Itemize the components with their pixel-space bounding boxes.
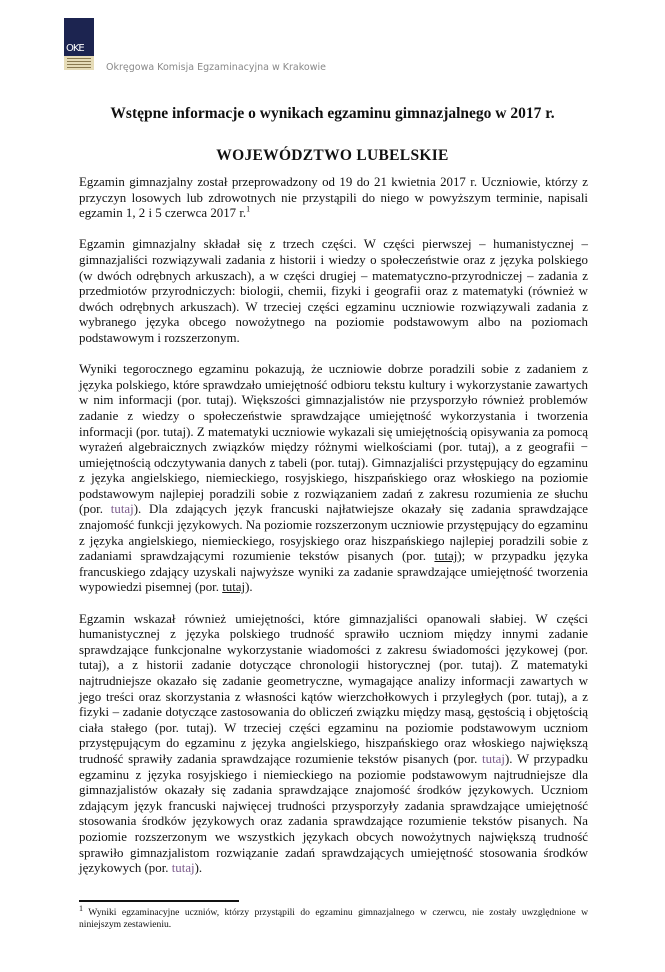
- paragraph-text: ). Dla zdających język francuski najłatwiejsze okazały się zadania sprawdzające znajomość funkcji językowych. Na poziomie rozszerzonym uczniowie przystępujący do egzaminu z języka angielskiego, niemieckiego, rosyjskiego oraz hiszpańskiego najlepiej poradzili sobie z zadaniami sprawdzającymi rozumienie tekstów pisanych (por.: [79, 502, 588, 564]
- organization-name: Okręgowa Komisja Egzaminacyjna w Krakowie: [106, 62, 326, 73]
- paragraph-text: Egzamin wskazał również umiejętności, które gimnazjaliści opanowali słabiej. W części humanistycznej z języka polskiego trudność sprawiło uczniom między innymi zadanie sprawdzające funkcjonalne wykorzystanie wiadomości z zakresu świadomości językowej (por. tutaj), a z historii zadanie dotyczące chronologii historycznej (por. tutaj). Z matematyki najtrudniejsze okazało się zadanie geometryczne, wymagające analizy informacji zawartych w jego treści oraz skorzystania z własności kątów wierzchołkowych i przyległych (por. tutaj), a z fizyki – zadanie dotyczące zastosowania do obliczeń związku między masą, gęstością i objętością ciała stałego (por. tutaj). W trzeciej części egzaminu na poziomie podstawowym uczniom przystępującym do egzaminu z języka angielskiego, hiszpańskiego oraz włoskiego największą trudność sprawiły zadania sprawdzające rozumienie tekstów pisanych (por.: [79, 611, 588, 766]
- footnote-divider: [79, 900, 239, 902]
- paragraph-text: ).: [245, 580, 253, 595]
- logo-caption-band: [64, 56, 94, 70]
- logo-mark: OKE: [66, 43, 84, 54]
- footnote-reference: 1: [246, 204, 251, 214]
- tutaj-link[interactable]: tutaj: [110, 502, 134, 517]
- paragraph: [79, 612, 588, 877]
- oke-logo: [64, 18, 94, 70]
- tutaj-link[interactable]: tutaj: [171, 861, 195, 876]
- paragraph-text: ).: [194, 861, 203, 876]
- paragraph: [79, 175, 588, 222]
- paragraph-text: Egzamin gimnazjalny składał się z trzech części. W części pierwszej – humanistycznej – gimnazjaliści rozwiązywali zadania z historii i wiedzy o społeczeństwie oraz z języka polskiego (w dwóch odrębnych arkuszach), a w części drugiej – matematyczno-przyrodniczej – zadania z przedmiotów przyrodniczych: biologii, chemii, fizyki i geografii oraz z matematyki (również w dwóch odrębnych arkuszach). W trzeciej części egzaminu uczniowie rozwiązywali zadania z wybranego języka obcego nowożytnego na poziomie podstawowym albo na poziomach podstawowym i rozszerzonym.: [79, 237, 588, 345]
- document-title: Wstępne informacje o wynikach egzaminu gimnazjalnego w 2017 r.: [110, 105, 555, 122]
- paragraph-text: Wyniki tegorocznego egzaminu pokazują, że uczniowie dobrze poradzili sobie z zadaniem z języka polskiego, które sprawdzało umiejętność odbioru tekstu kultury i wykorzystanie zawartych w nim informacji (por. tutaj). Większości gimnazjalistów nie przysporzyło również problemów zadanie z wiedzy o społeczeństwie sprawdzające umiejętność wykorzystania i tworzenia informacji (por. tutaj). Z matematyki uczniowie wykazali się umiejętnością opisywania za pomocą wyrażeń algebraicznych związków między różnymi wielkościami (por. tutaj), a z geografii − umiejętnością odczytywania danych z tabeli (por. tutaj). Gimnazjaliści przystępujący do egzaminu z języka angielskiego, niemieckiego, rosyjskiego, hiszpańskiego oraz włoskiego na poziomie podstawowym najlepiej poradzili sobie z rozwiązaniem zadań z zakresu rozumienia ze słuchu (por.: [79, 362, 588, 517]
- page-header: [64, 18, 665, 74]
- footnote: [79, 903, 588, 932]
- paragraph-text: Egzamin gimnazjalny został przeprowadzony od 19 do 21 kwietnia 2017 r. Uczniowie, którzy z przyczyn losowych lub zdrowotnych nie przystąpili do niego w powyższym terminie, napisali egzamin 1, 2 i 5 czerwca 2017 r.: [79, 175, 588, 221]
- tutaj-link[interactable]: tutaj: [482, 751, 505, 766]
- footnote-area: [79, 892, 588, 932]
- tutaj-link[interactable]: tutaj: [434, 549, 458, 564]
- footnote-mark: 1: [79, 903, 83, 913]
- paragraph-text: ). W przypadku egzaminu z języka rosyjskiego i niemieckiego na poziomie podstawowym najtrudniejsze dla gimnazjalistów okazały się zadania sprawdzające znajomość środków językowych. Uczniom zdającym język francuski najwięcej trudności przysporzyły zadania sprawdzające umiejętność stosowania środków językowych oraz zadania sprawdzające rozumienie tekstów pisanych. Na poziomie rozszerzonym we wszystkich językach obcych nowożytnych największą trudność sprawiło gimnazjalistom rozwiązanie zadań sprawdzających umiejętność stosowania środków językowych (por.: [79, 751, 588, 876]
- document-body: [79, 175, 588, 892]
- footnote-text: Wyniki egzaminacyjne uczniów, którzy przystąpili do egzaminu gimnazjalnego w czerwcu, nie zostały uwzględnione w niniejszym zestawieniu.: [79, 906, 588, 931]
- paragraph: [79, 237, 588, 346]
- paragraph: [79, 362, 588, 596]
- tutaj-link[interactable]: tutaj: [222, 580, 246, 595]
- region-heading: WOJEWÓDZTWO LUBELSKIE: [216, 147, 449, 164]
- paragraph-text: ); w przypadku języka francuskiego zdający uzyskali najwyższe wyniki za zadanie sprawdzające umiejętność tworzenia wypowiedzi pisemnej (por.: [79, 549, 588, 595]
